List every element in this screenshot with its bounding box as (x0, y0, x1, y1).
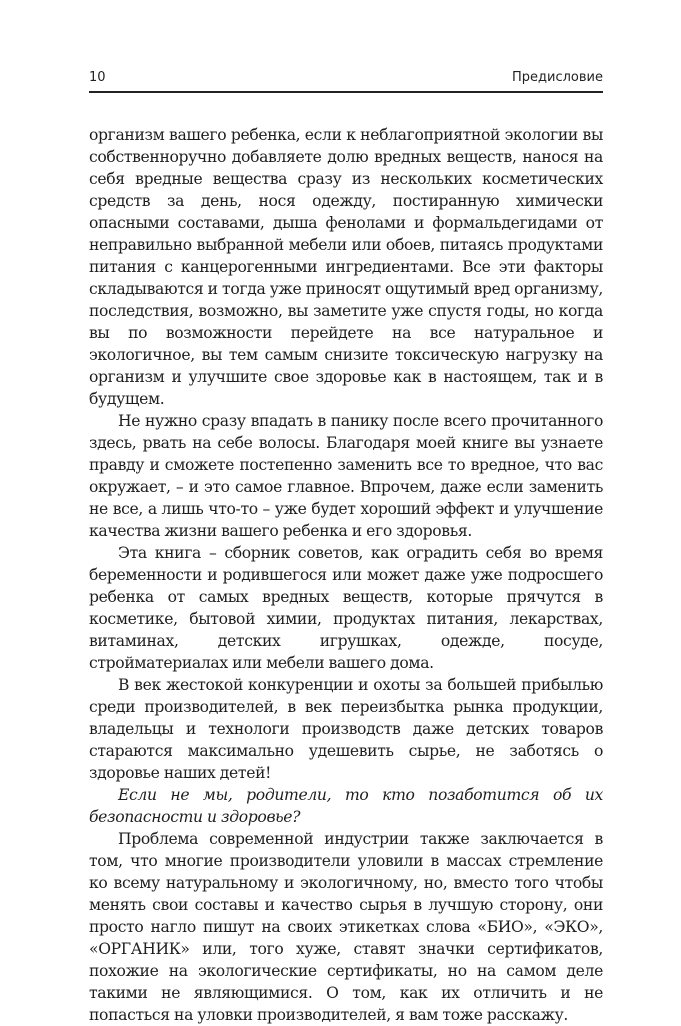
running-title: Предисловие (512, 70, 603, 85)
paragraph-continuation: организм вашего ребенка, если к неблагоприятной экологии вы собственноручно добавляете долю вредных веществ, нанося на себя вредные вещества сразу из нескольких косметических средств за день, нося одежду, постиранную химически опасными составами, дыша фенолами и формальдегидами от неправильно выбранной мебели или обоев, питаясь продуктами питания с канцерогенными ингредиентами. Все эти факторы складываются и тогда уже приносят ощутимый вред организму, последствия, возможно, вы заметите уже спустя годы, но когда вы по возможности перейдете на все натуральное и экологичное, вы тем самым снизите токсическую нагрузку на организм и улучшите свое здоровье как в настоящем, так и в будущем. (89, 126, 603, 408)
page-header (89, 66, 603, 90)
body-text (89, 124, 603, 1026)
paragraph: Эта книга – сборник советов, как оградить себя во время беременности и родившегося или может даже уже подросшего ребенка от самых вредных веществ, которые прячутся в косметике, бытовой химии, продуктах питания, лекарствах, витаминах, детских игрушках, одежде, посуде, стройматериалах или мебели вашего дома. (89, 544, 603, 672)
paragraph: В век жестокой конкуренции и охоты за большей прибылью среди производителей, в век переизбытка рынка продукции, владельцы и технологи производств даже детских товаров стараются максимально удешевить сырье, не заботясь о здоровье наших детей! (89, 676, 603, 782)
paragraph: Проблема современной индустрии также заключается в том, что многие производители уловили в массах стремление ко всему натуральному и экологичному, но, вместо того чтобы менять свои составы и качество сырья в лучшую сторону, они просто нагло пишут на своих этикетках слова «БИО», «ЭКО», «ОРГАНИК» или, того хуже, ставят значки сертификатов, похожие на экологические сертификаты, но на самом деле такими не являющимися. О том, как их отличить и не попасться на уловки производителей, я вам тоже расскажу. (89, 830, 603, 1024)
page-number: 10 (89, 70, 106, 85)
header-divider (89, 91, 603, 93)
paragraph: Не нужно сразу впадать в панику после всего прочитанного здесь, рвать на себе волосы. Благодаря моей книге вы узнаете правду и сможете постепенно заменить все то вредное, что вас окружает, – и это самое главное. Впрочем, даже если заменить не все, а лишь что-то – уже будет хороший эффект и улучшение качества жизни вашего ребенка и его здоровья. (89, 412, 603, 540)
italic-question: Если не мы, родители, то кто позаботится об их безопасности и здоровье? (89, 786, 603, 826)
